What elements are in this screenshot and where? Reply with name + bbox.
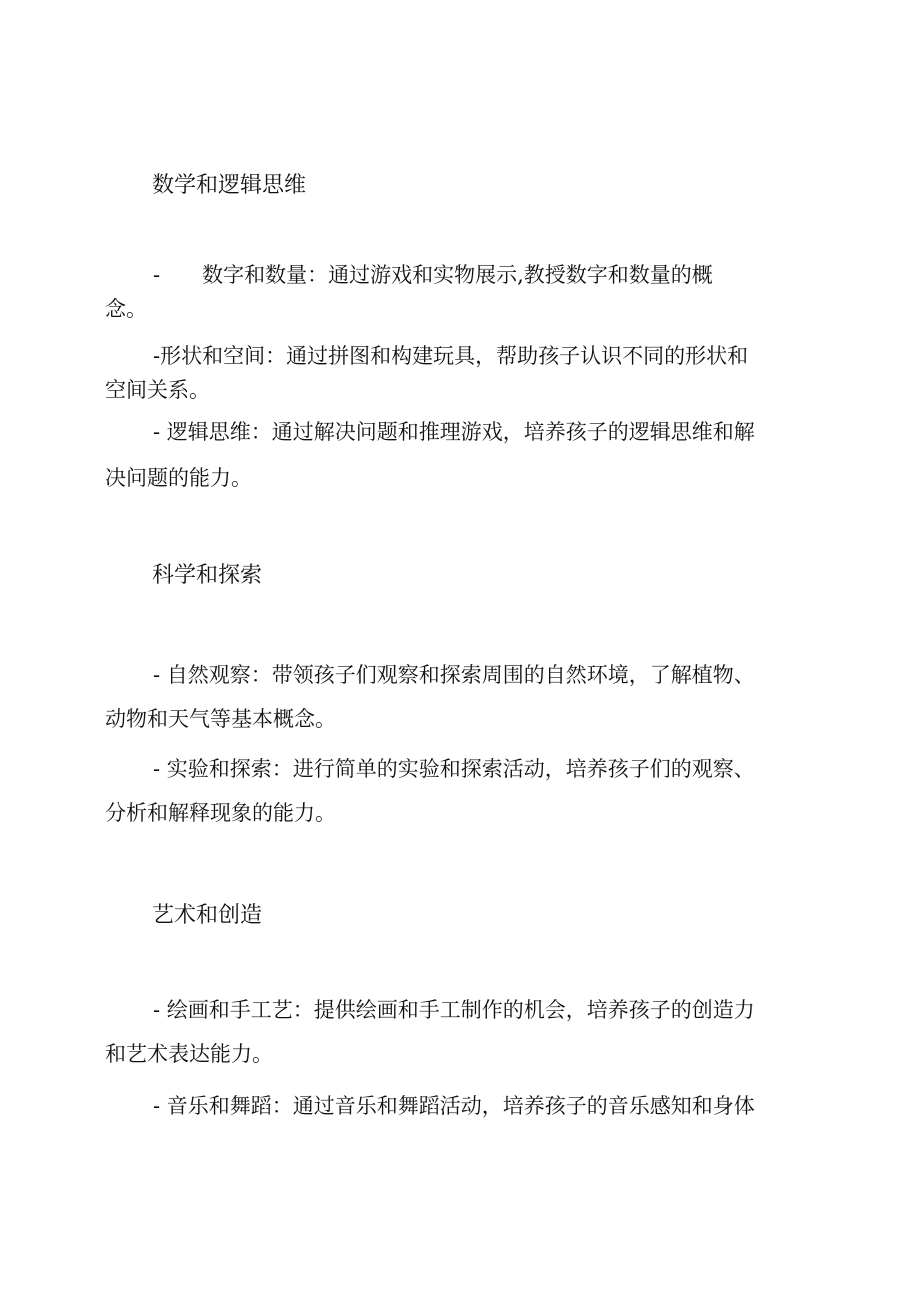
section-heading-science: 科学和探索: [152, 563, 263, 588]
list-item: [105, 415, 825, 495]
list-item-line: 分析和解释现象的能力。: [105, 801, 336, 825]
list-item: [105, 1089, 825, 1123]
section-heading-math: 数学和逻辑思维: [152, 173, 307, 198]
list-item-line: 念。: [105, 297, 147, 321]
list-item-line: - 数字和数量：通过游戏和实物展示,教授数字和数量的概: [153, 263, 713, 287]
list-item-line: 决问题的能力。: [105, 466, 252, 490]
list-item-line: 空间关系。: [105, 378, 210, 402]
list-item: [105, 658, 825, 736]
list-item-line: - 逻辑思维：通过解决问题和推理游戏，培养孩子的逻辑思维和解: [153, 420, 755, 444]
list-item-line: 动物和天气等基本概念。: [105, 707, 336, 731]
list-item: [105, 993, 825, 1071]
list-item: [105, 752, 825, 830]
list-item: [105, 339, 825, 407]
list-item-line: - 自然观察：带领孩子们观察和探索周围的自然环境，了解植物、: [153, 663, 755, 687]
list-item-line: - 音乐和舞蹈：通过音乐和舞蹈活动，培养孩子的音乐感知和身体: [153, 1094, 755, 1118]
list-item: [105, 258, 825, 326]
list-item-line: 和艺术表达能力。: [105, 1042, 273, 1066]
list-item-line: - 绘画和手工艺：提供绘画和手工制作的机会，培养孩子的创造力: [153, 998, 755, 1022]
list-item-line: -形状和空间：通过拼图和构建玩具，帮助孩子认识不同的形状和: [153, 344, 749, 368]
list-item-line: - 实验和探索：进行简单的实验和探索活动，培养孩子们的观察、: [153, 757, 755, 781]
section-heading-art: 艺术和创造: [152, 903, 263, 928]
